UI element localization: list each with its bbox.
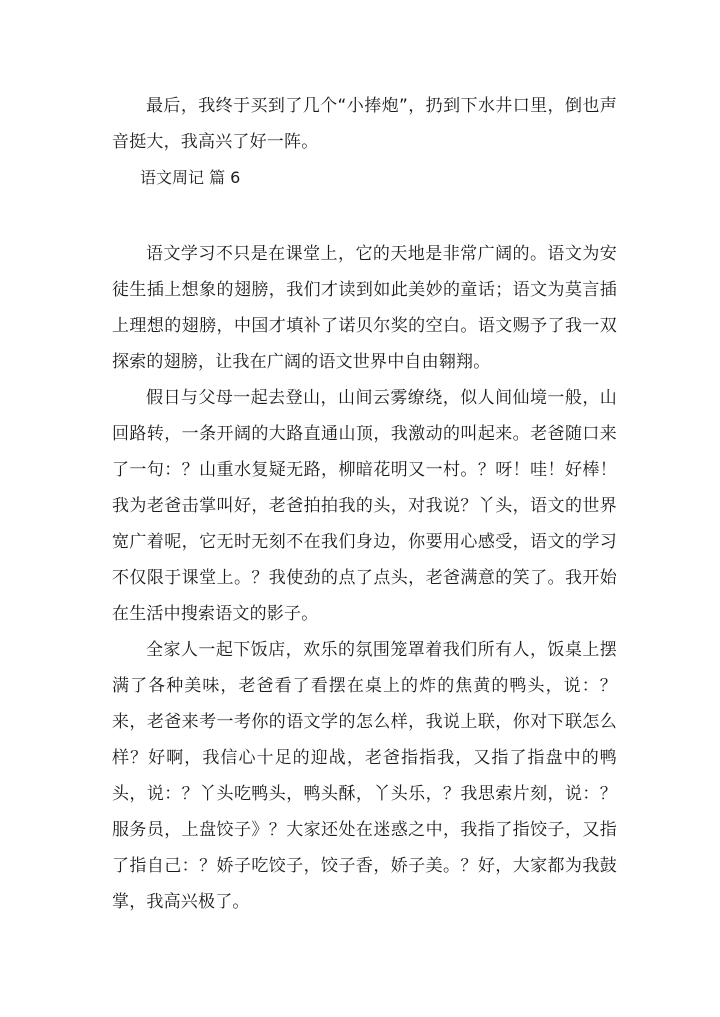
spacer xyxy=(112,196,617,236)
paragraph-restaurant: 全家人一起下饭店，欢乐的氛围笼罩着我们所有人，饭桌上摆满了各种美味，老爸看了看摆在桌上的炸的焦黄的鸭头，说：？来，老爸来考一考你的语文学的怎么样，我说上联，你对下联怎么样？好啊，我信心十足的迎战，老爸指指我，又指了指盘中的鸭头，说：？丫头吃鸭头，鸭头酥，丫头乐，？我思索片刻，说：？服务员，上盘饺子》？大家还处在迷惑之中，我指了指饺子，又指了指自己：？娇子吃饺子，饺子香，娇子美。？好，大家都为我鼓掌，我高兴极了。 xyxy=(112,640,617,912)
document-page xyxy=(112,88,617,920)
paragraph-intro: 语文学习不只是在课堂上，它的天地是非常广阔的。语文为安徒生插上想象的翅膀，我们才读到如此美妙的童话；语文为莫言插上理想的翅膀，中国才填补了诺贝尔奖的空白。语文赐予了我一双探索的翅膀，让我在广阔的语文世界中自由翱翔。 xyxy=(112,244,617,372)
paragraph-hiking: 假日与父母一起去登山，山间云雾缭绕，似人间仙境一般，山回路转，一条开阔的大路直通山顶，我激动的叫起来。老爸随口来了一句：？山重水复疑无路，柳暗花明又一村。？呀！哇！好棒！我为老爸击掌叫好，老爸拍拍我的头，对我说？丫头，语文的世界宽广着呢，它无时无刻不在我们身边，你要用心感受，语文的学习不仅限于课堂上。？我使劲的点了点头，老爸满意的笑了。我开始在生活中搜索语文的影子。 xyxy=(112,388,617,624)
paragraph-ending: 最后，我终于买到了几个“小捧炮”，扔到下水井口里，倒也声音挺大，我高兴了好一阵。 xyxy=(112,96,617,152)
section-heading: 语文周记 篇 6 xyxy=(140,168,241,187)
